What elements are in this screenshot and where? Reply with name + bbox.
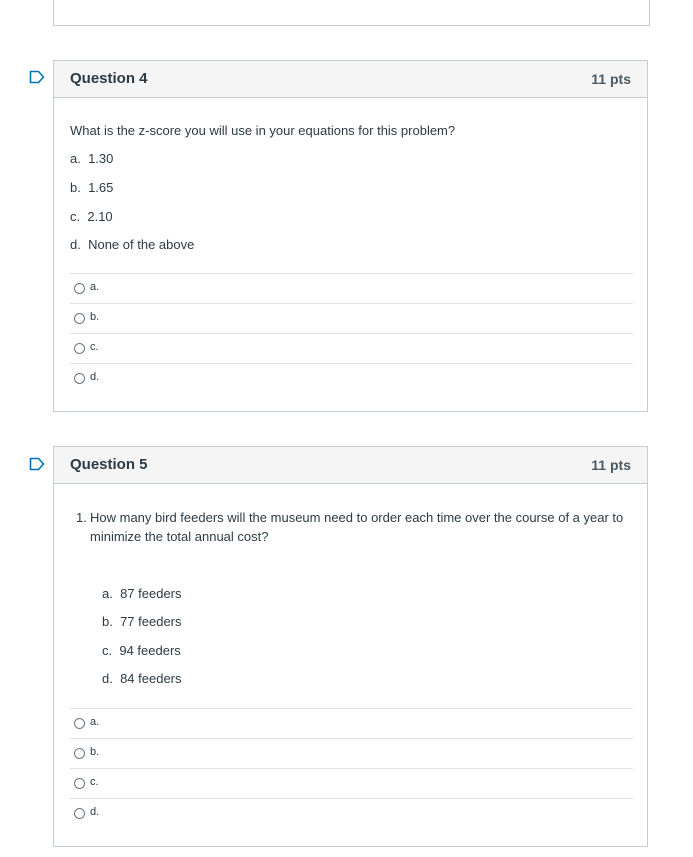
question-prompt — [90, 508, 635, 546]
question-title: Question 5 — [70, 456, 148, 473]
choice-text: 1.65 — [88, 180, 114, 195]
choice-text: None of the above — [88, 237, 195, 252]
radio-button[interactable] — [74, 748, 85, 759]
choice-text: 84 feeders — [120, 671, 182, 686]
choice-d — [102, 669, 182, 688]
choice-c — [102, 641, 181, 660]
choice-letter: b. — [70, 180, 81, 195]
choice-text: 1.30 — [88, 151, 114, 166]
radio-button[interactable] — [74, 778, 85, 789]
answer-label: c. — [90, 776, 99, 788]
choice-letter: c. — [70, 209, 81, 224]
answer-label: a. — [90, 281, 100, 293]
question-title: Question 4 — [70, 70, 148, 87]
radio-button[interactable] — [74, 808, 85, 819]
answer-label: c. — [90, 341, 99, 353]
choice-letter: b. — [102, 614, 113, 629]
choice-letter: a. — [70, 151, 81, 166]
radio-button[interactable] — [74, 283, 85, 294]
radio-button[interactable] — [74, 373, 85, 384]
answer-option-a[interactable] — [70, 273, 633, 303]
choice-text: 2.10 — [87, 209, 113, 224]
answer-label: b. — [90, 311, 100, 323]
answer-option-c[interactable] — [70, 768, 633, 798]
answer-option-d[interactable] — [70, 798, 633, 828]
prompt-line: minimize the total annual cost? — [90, 529, 269, 544]
answer-option-d[interactable] — [70, 363, 633, 393]
answer-label: a. — [90, 716, 100, 728]
prompt-line: How many bird feeders will the museum need to order each time over the course of a year to — [90, 510, 624, 525]
choice-letter: d. — [70, 237, 81, 252]
radio-button[interactable] — [74, 343, 85, 354]
answer-option-a[interactable] — [70, 708, 633, 738]
answer-list — [70, 273, 633, 393]
choice-a — [70, 149, 113, 168]
choice-text: 77 feeders — [120, 614, 182, 629]
flag-question-4-icon[interactable] — [29, 70, 45, 84]
question-header — [54, 447, 647, 484]
answer-label: d. — [90, 371, 100, 383]
choice-d — [70, 235, 194, 254]
choice-a — [102, 584, 182, 603]
question-4 — [53, 60, 648, 412]
choice-c — [70, 207, 113, 226]
question-header — [54, 61, 647, 98]
previous-question-box — [53, 0, 650, 26]
question-points: 11 pts — [591, 457, 631, 473]
radio-button[interactable] — [74, 718, 85, 729]
choice-b — [70, 178, 113, 197]
answer-label: d. — [90, 806, 100, 818]
answer-option-b[interactable] — [70, 738, 633, 768]
choice-letter: c. — [102, 643, 113, 658]
choice-letter: d. — [102, 671, 113, 686]
choice-text: 87 feeders — [120, 586, 182, 601]
question-5 — [53, 446, 648, 847]
choice-text: 94 feeders — [119, 643, 181, 658]
answer-option-c[interactable] — [70, 333, 633, 363]
question-points: 11 pts — [591, 71, 631, 87]
choice-letter: a. — [102, 586, 113, 601]
question-prompt: What is the z-score you will use in your equations for this problem? — [70, 123, 456, 138]
prompt-number: 1. — [76, 510, 87, 525]
answer-label: b. — [90, 746, 100, 758]
answer-option-b[interactable] — [70, 303, 633, 333]
radio-button[interactable] — [74, 313, 85, 324]
choice-b — [102, 612, 182, 631]
answer-list — [70, 708, 633, 828]
flag-question-5-icon[interactable] — [29, 457, 45, 471]
